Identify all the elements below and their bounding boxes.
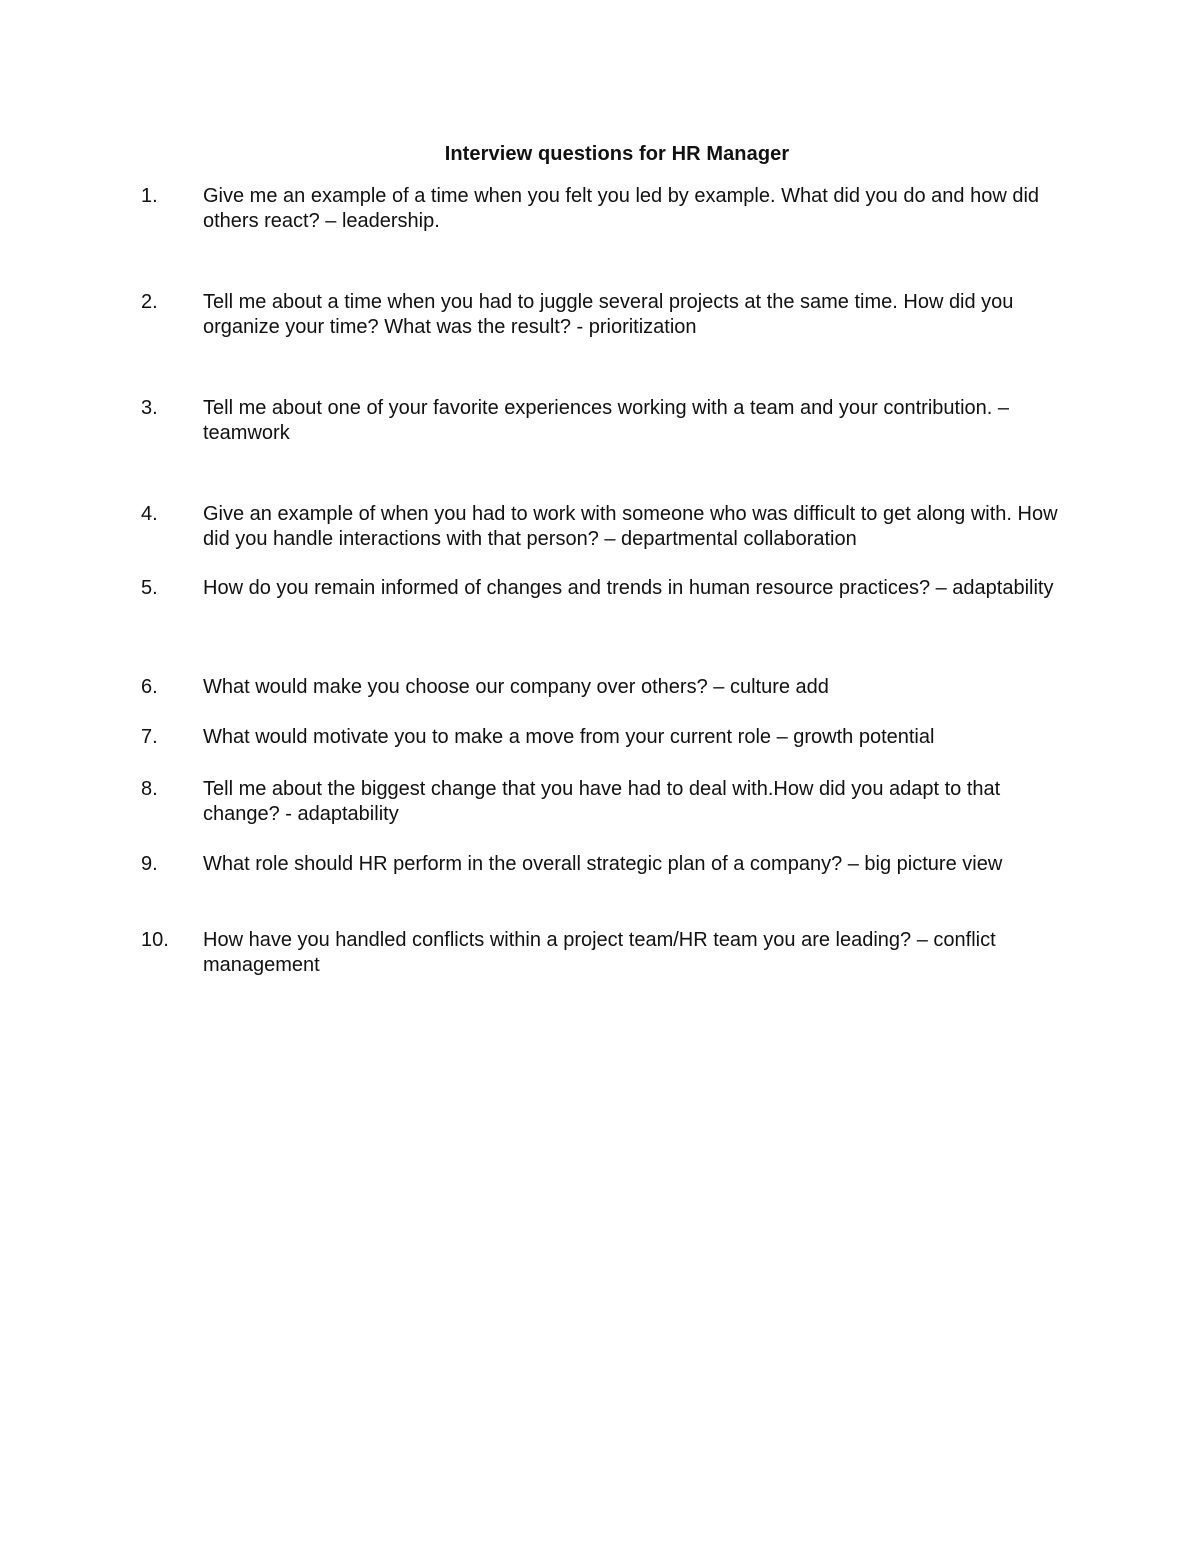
question-number: 5. [141,577,158,599]
question-number: 9. [141,853,158,875]
question-text: What role should HR perform in the overall strategic plan of a company? – big picture view [203,853,1003,875]
question-number: 3. [141,397,158,419]
question-number: 1. [141,185,158,207]
question-text: Tell me about the biggest change that you have had to deal with.How did you adapt to that change? - adaptability [203,778,1001,825]
question-number: 6. [141,676,158,698]
question-text: Tell me about a time when you had to juggle several projects at the same time. How did you organize your time? What was the result? - prioritization [203,291,1014,338]
question-text: Give me an example of a time when you felt you led by example. What did you do and how did others react? – leadership. [203,185,1040,232]
question-number: 8. [141,778,158,800]
question-text: How have you handled conflicts within a project team/HR team you are leading? – conflict management [203,929,996,976]
question-text: How do you remain informed of changes and trends in human resource practices? – adaptability [203,577,1054,599]
page-title: Interview questions for HR Manager [444,143,790,165]
question-text: Give an example of when you had to work with someone who was difficult to get along with. How did you handle interactions with that person? – departmental collaboration [203,503,1058,550]
question-text: What would motivate you to make a move from your current role – growth potential [203,726,935,748]
question-number: 2. [141,291,158,313]
question-number: 4. [141,503,158,525]
question-number: 7. [141,726,158,748]
question-text: Tell me about one of your favorite experiences working with a team and your contribution. – teamwork [203,397,1009,444]
question-number: 10. [141,929,169,951]
question-text: What would make you choose our company over others? – culture add [203,676,829,698]
